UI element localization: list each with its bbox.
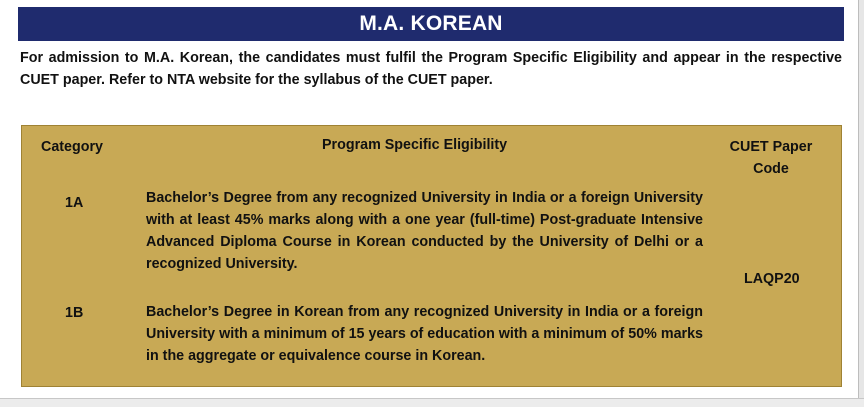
paper-code: LAQP20: [744, 271, 800, 287]
row-1b-category: 1B: [65, 305, 84, 321]
intro-paragraph: For admission to M.A. Korean, the candidates must fulfil the Program Specific Eligibility and appear in the respective CUET paper. Refer to NTA website for the syllabus of the CUET paper.: [20, 50, 842, 88]
header-paper-code-line2: Code: [753, 161, 789, 177]
eligibility-table: [21, 125, 842, 387]
row-1a-category: 1A: [65, 195, 84, 211]
header-paper-code: [726, 136, 816, 180]
header-eligibility: Program Specific Eligibility: [322, 137, 508, 153]
header-category: Category: [41, 139, 103, 155]
header-paper-code-line1: CUET Paper: [729, 139, 813, 155]
row-1a-eligibility: Bachelor’s Degree from any recognized University in India or a foreign University with at least 45% marks along with a one year (full-time) Post-graduate Intensive Advanced Diploma Course in Korean conducted by the University of Delhi or a recognized University.: [146, 190, 703, 272]
page-title: M.A. KOREAN: [18, 7, 844, 41]
row-1b-eligibility: Bachelor’s Degree in Korean from any recognized University in India or a foreign University with a minimum of 15 years of education with a minimum of 50% marks in the aggregate or equivalence course in Korean.: [146, 304, 703, 364]
window-right-edge: [858, 0, 864, 406]
